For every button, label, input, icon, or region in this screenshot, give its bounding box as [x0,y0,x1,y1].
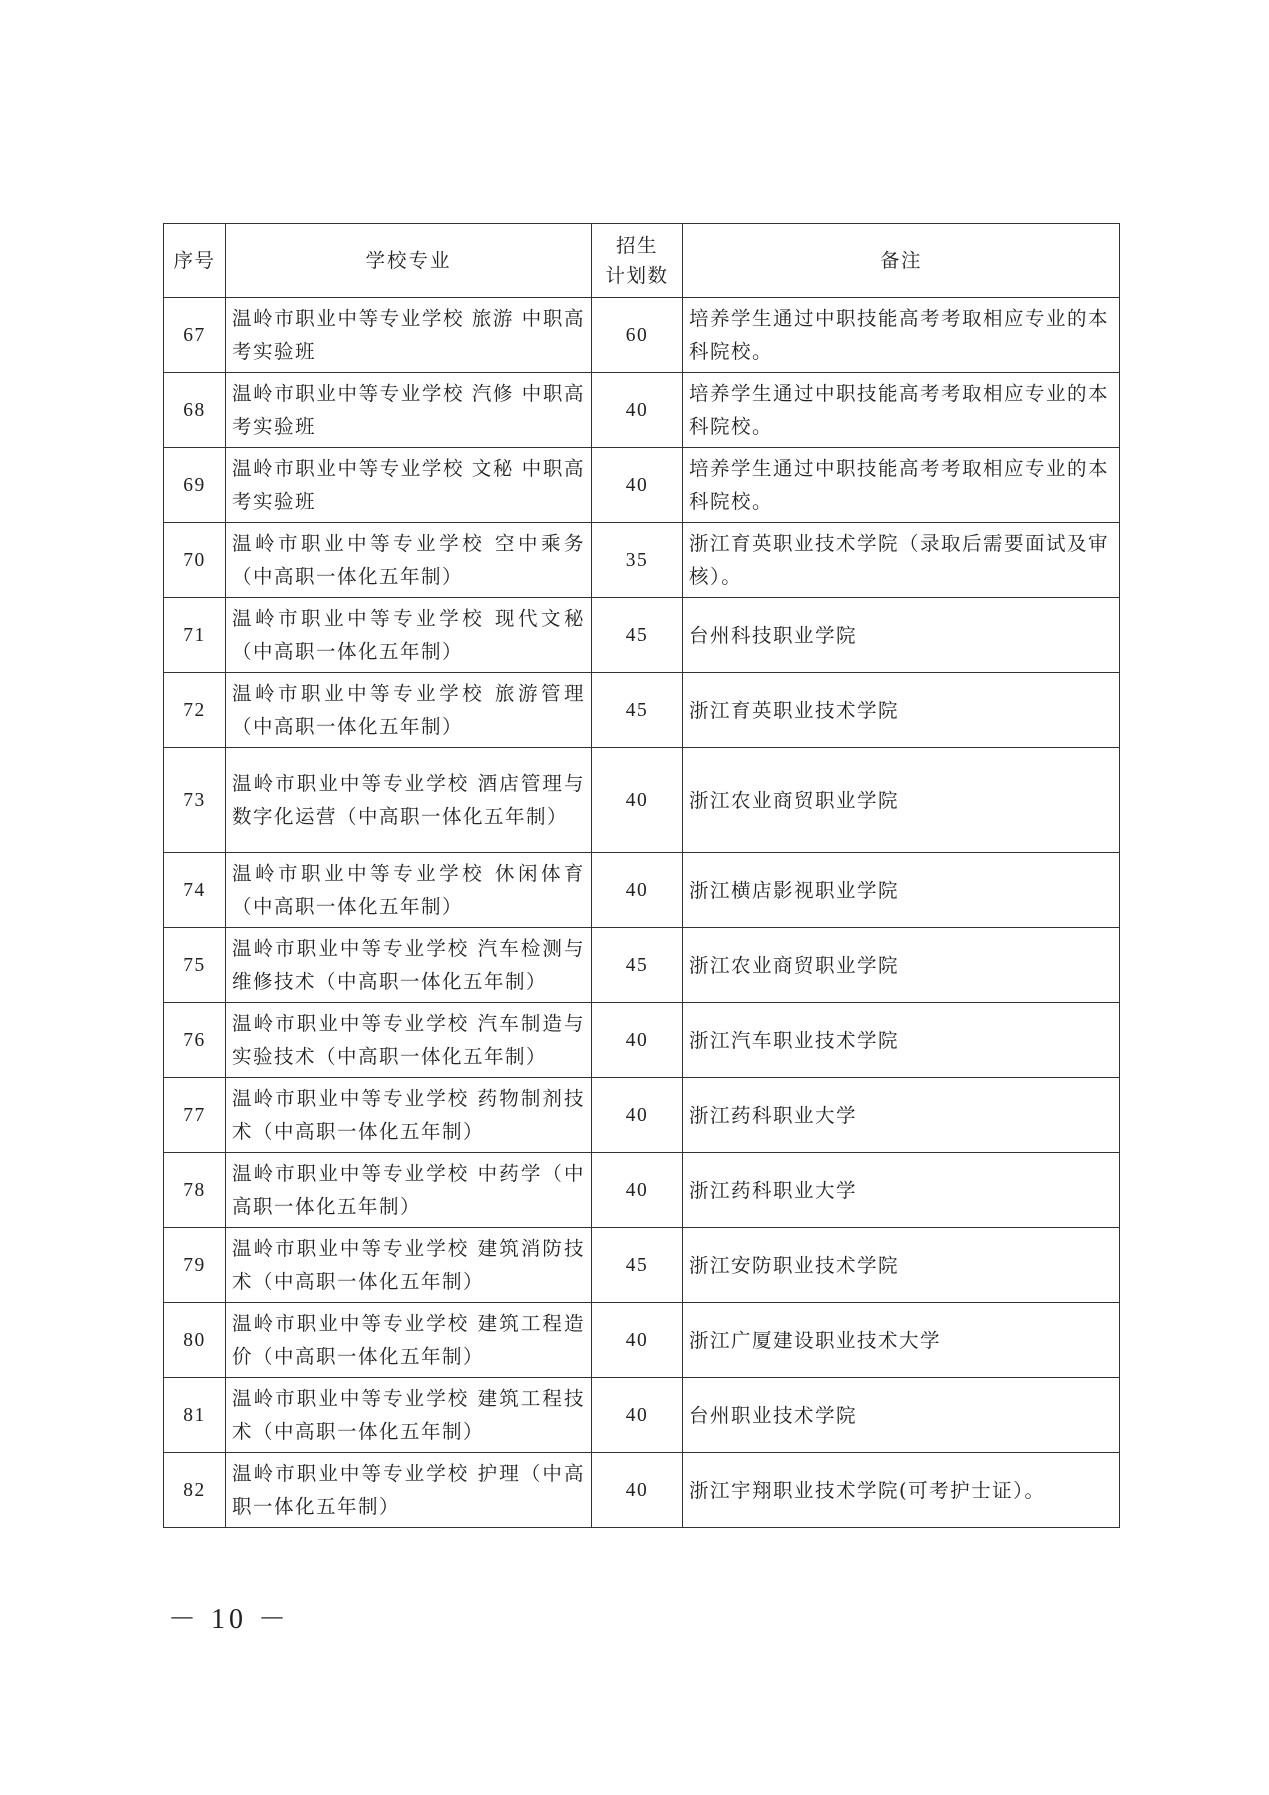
table-row [164,373,1120,448]
row-remarks: 培养学生通过中职技能高考考取相应专业的本科院校。 [683,448,1120,523]
table-row [164,1153,1120,1228]
row-serial-number: 68 [164,373,226,448]
row-enrollment-count: 40 [592,853,683,928]
row-remarks: 浙江药科职业大学 [683,1078,1120,1153]
row-school-major: 温岭市职业中等专业学校 空中乘务（中高职一体化五年制） [226,523,592,598]
row-school-major: 温岭市职业中等专业学校 文秘 中职高考实验班 [226,448,592,523]
row-school-major: 温岭市职业中等专业学校 现代文秘（中高职一体化五年制） [226,598,592,673]
header-serial-number: 序号 [164,224,226,298]
row-remarks: 浙江宇翔职业技术学院(可考护士证）。 [683,1453,1120,1528]
row-serial-number: 79 [164,1228,226,1303]
page-number: － 10 － [168,1604,291,1635]
header-school-major: 学校专业 [226,224,592,298]
row-enrollment-count: 40 [592,1303,683,1378]
row-enrollment-count: 40 [592,1003,683,1078]
row-serial-number: 78 [164,1153,226,1228]
row-enrollment-count: 45 [592,928,683,1003]
table-header-row [164,224,1120,298]
row-remarks: 浙江育英职业技术学院（录取后需要面试及审核）。 [683,523,1120,598]
row-remarks: 浙江汽车职业技术学院 [683,1003,1120,1078]
row-school-major: 温岭市职业中等专业学校 护理（中高职一体化五年制） [226,1453,592,1528]
row-enrollment-count: 60 [592,298,683,373]
row-remarks: 浙江安防职业技术学院 [683,1228,1120,1303]
row-enrollment-count: 40 [592,1078,683,1153]
row-school-major: 温岭市职业中等专业学校 酒店管理与数字化运营（中高职一体化五年制） [226,748,592,853]
row-enrollment-count: 40 [592,1453,683,1528]
row-enrollment-count: 40 [592,1153,683,1228]
row-enrollment-count: 45 [592,1228,683,1303]
table-row [164,1453,1120,1528]
row-enrollment-count: 40 [592,448,683,523]
row-remarks: 浙江广厦建设职业技术大学 [683,1303,1120,1378]
table-row [164,853,1120,928]
row-school-major: 温岭市职业中等专业学校 旅游 中职高考实验班 [226,298,592,373]
row-remarks: 培养学生通过中职技能高考考取相应专业的本科院校。 [683,373,1120,448]
row-serial-number: 81 [164,1378,226,1453]
header-remarks: 备注 [683,224,1120,298]
row-serial-number: 82 [164,1453,226,1528]
row-remarks: 浙江农业商贸职业学院 [683,748,1120,853]
row-serial-number: 72 [164,673,226,748]
header-enrollment-plan-line1: 招生 [615,233,658,257]
row-serial-number: 76 [164,1003,226,1078]
table-row [164,1228,1120,1303]
enrollment-plan-table [163,223,1120,1528]
table-row [164,1003,1120,1078]
row-remarks: 台州科技职业学院 [683,598,1120,673]
row-enrollment-count: 40 [592,373,683,448]
table-row [164,928,1120,1003]
table-row [164,673,1120,748]
table-row [164,1378,1120,1453]
table-row [164,523,1120,598]
row-school-major: 温岭市职业中等专业学校 建筑消防技术（中高职一体化五年制） [226,1228,592,1303]
row-remarks: 培养学生通过中职技能高考考取相应专业的本科院校。 [683,298,1120,373]
row-serial-number: 80 [164,1303,226,1378]
table-row [164,448,1120,523]
row-school-major: 温岭市职业中等专业学校 汽车制造与实验技术（中高职一体化五年制） [226,1003,592,1078]
row-school-major: 温岭市职业中等专业学校 汽车检测与维修技术（中高职一体化五年制） [226,928,592,1003]
row-school-major: 温岭市职业中等专业学校 建筑工程技术（中高职一体化五年制） [226,1378,592,1453]
row-remarks: 浙江横店影视职业学院 [683,853,1120,928]
table-row [164,748,1120,853]
table-row [164,1303,1120,1378]
row-school-major: 温岭市职业中等专业学校 药物制剂技术（中高职一体化五年制） [226,1078,592,1153]
table-row [164,598,1120,673]
row-serial-number: 69 [164,448,226,523]
row-remarks: 浙江农业商贸职业学院 [683,928,1120,1003]
row-remarks: 浙江药科职业大学 [683,1153,1120,1228]
row-serial-number: 77 [164,1078,226,1153]
row-serial-number: 71 [164,598,226,673]
header-enrollment-plan-line2: 计划数 [605,263,669,287]
row-school-major: 温岭市职业中等专业学校 汽修 中职高考实验班 [226,373,592,448]
row-serial-number: 75 [164,928,226,1003]
table-row [164,1078,1120,1153]
row-serial-number: 73 [164,748,226,853]
header-enrollment-plan [592,224,683,298]
row-enrollment-count: 45 [592,598,683,673]
row-enrollment-count: 40 [592,748,683,853]
row-enrollment-count: 35 [592,523,683,598]
row-serial-number: 70 [164,523,226,598]
row-school-major: 温岭市职业中等专业学校 建筑工程造价（中高职一体化五年制） [226,1303,592,1378]
row-enrollment-count: 40 [592,1378,683,1453]
row-serial-number: 74 [164,853,226,928]
row-remarks: 台州职业技术学院 [683,1378,1120,1453]
row-enrollment-count: 45 [592,673,683,748]
row-school-major: 温岭市职业中等专业学校 旅游管理（中高职一体化五年制） [226,673,592,748]
row-school-major: 温岭市职业中等专业学校 休闲体育（中高职一体化五年制） [226,853,592,928]
table-row [164,298,1120,373]
row-serial-number: 67 [164,298,226,373]
row-school-major: 温岭市职业中等专业学校 中药学（中高职一体化五年制） [226,1153,592,1228]
row-remarks: 浙江育英职业技术学院 [683,673,1120,748]
